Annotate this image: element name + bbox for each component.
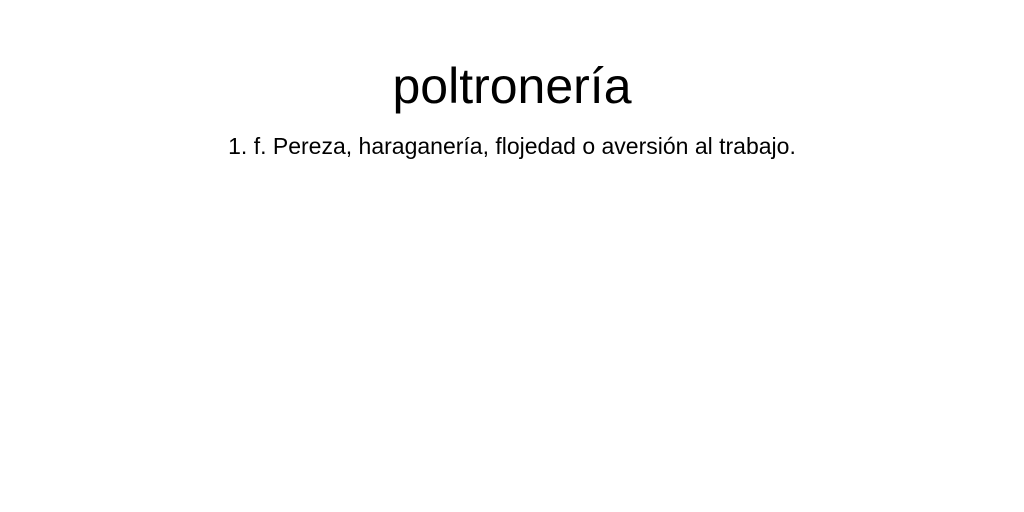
definition-text: 1. f. Pereza, haraganería, flojedad o aversión al trabajo. <box>228 133 796 159</box>
headword: poltronería <box>392 58 632 114</box>
